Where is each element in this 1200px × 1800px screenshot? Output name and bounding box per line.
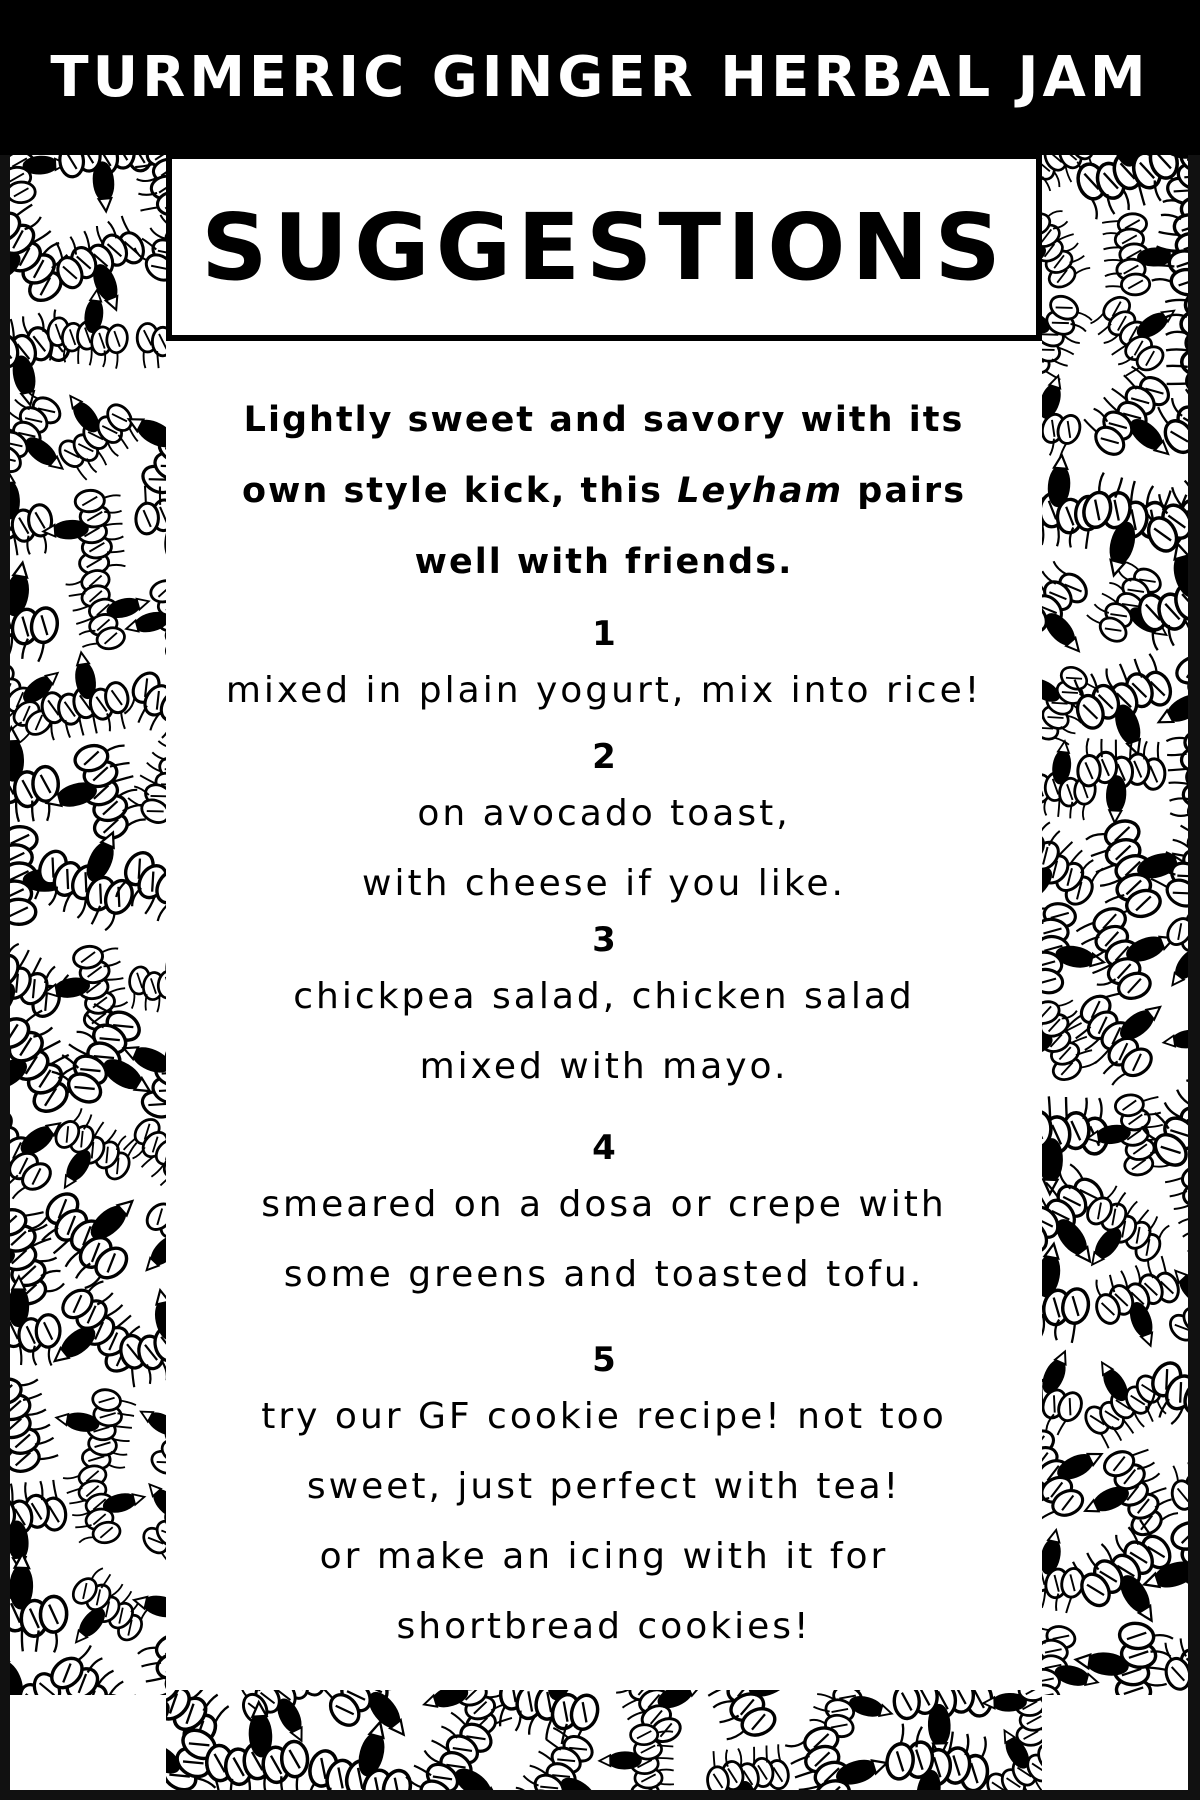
ginger-pattern-left-art: [10, 155, 166, 1695]
intro-line-3: well with friends.: [414, 542, 794, 582]
ginger-root-icon: [491, 1690, 612, 1751]
ginger-root-icon: [137, 290, 166, 368]
ginger-pattern-right: [1042, 155, 1188, 1695]
ginger-root-icon: [1158, 1620, 1188, 1695]
intro-line-2-start: own style kick, this: [241, 471, 678, 511]
frame-left: [0, 155, 10, 1800]
ginger-root-icon: [47, 213, 161, 325]
ginger-root-icon: [1082, 1090, 1170, 1182]
ginger-pattern-right-art: [1042, 155, 1188, 1695]
ginger-root-icon: [10, 468, 54, 559]
suggestion-number: 4: [592, 1128, 616, 1168]
ginger-pattern-bottom: [166, 1690, 1042, 1800]
jam-title: TURMERIC GINGER HERBAL JAM: [50, 45, 1150, 110]
ginger-root-icon: [120, 1381, 166, 1486]
suggestion-line: mixed in plain yogurt, mix into rice!: [225, 670, 983, 711]
ginger-root-icon: [57, 155, 156, 215]
intro-text: [186, 385, 1022, 598]
suggestion-item-2: [186, 735, 1022, 919]
ginger-root-icon: [35, 374, 145, 484]
suggestion-line: chickpea salad, chicken salad: [293, 976, 915, 1017]
suggestion-line: shortbread cookies!: [396, 1606, 812, 1647]
ginger-root-icon: [10, 1552, 69, 1653]
ginger-root-icon: [1163, 1151, 1188, 1258]
ginger-root-icon: [1087, 1254, 1188, 1359]
ginger-root-icon: [133, 485, 166, 573]
ginger-root-icon: [1075, 738, 1166, 825]
ginger-pattern-left: [10, 155, 166, 1695]
frame-right: [1188, 155, 1200, 1800]
ginger-root-icon: [10, 553, 67, 664]
page-heading: SUGGESTIONS: [201, 193, 1007, 301]
ginger-root-icon: [1042, 1521, 1093, 1616]
ginger-root-icon: [1165, 291, 1188, 395]
suggestion-line: smeared on a dosa or crepe with: [261, 1184, 947, 1225]
suggestion-line: on avocado toast,: [417, 793, 791, 834]
ginger-root-icon: [1042, 362, 1094, 462]
ginger-root-icon: [117, 574, 166, 672]
ginger-root-icon: [878, 1722, 993, 1800]
ginger-root-icon: [10, 1371, 60, 1485]
intro-line-1: Lightly sweet and savory with its: [243, 400, 965, 440]
ginger-root-icon: [105, 382, 166, 507]
ginger-root-icon: [10, 726, 60, 824]
ginger-root-icon: [117, 1460, 166, 1569]
suggestion-line: mixed with mayo.: [419, 1046, 789, 1087]
suggestion-number: 3: [592, 920, 616, 960]
intro-line-2: [186, 456, 1022, 527]
ginger-root-icon: [41, 488, 126, 577]
ginger-root-icon: [64, 559, 158, 656]
ginger-root-icon: [1042, 556, 1115, 678]
suggestion-line: sweet, just perfect with tea!: [306, 1466, 902, 1507]
ginger-root-icon: [1159, 997, 1188, 1085]
ginger-root-icon: [124, 735, 166, 843]
ginger-root-icon: [34, 1104, 142, 1211]
ginger-root-icon: [1042, 276, 1096, 385]
suggestion-line: try our GF cookie recipe! not too: [261, 1396, 947, 1437]
product-name: Leyham: [677, 471, 844, 511]
ginger-root-icon: [1042, 203, 1092, 305]
suggestion-number: 5: [592, 1340, 616, 1380]
suggestion-item-3: [186, 918, 1022, 1102]
heading-box: [166, 153, 1042, 341]
ginger-root-icon: [1166, 727, 1188, 825]
ginger-root-icon: [62, 1455, 153, 1549]
suggestion-item-1: [186, 612, 1022, 726]
frame-bottom: [0, 1790, 1200, 1800]
ginger-root-icon: [1084, 805, 1188, 926]
suggestion-item-4: [186, 1126, 1022, 1310]
ginger-root-icon: [401, 1708, 527, 1800]
suggestion-line: some greens and toasted tofu.: [283, 1254, 925, 1295]
ginger-root-icon: [49, 1382, 138, 1474]
suggestion-number: 2: [592, 737, 616, 777]
suggestion-item-5: [186, 1338, 1022, 1662]
ginger-root-icon: [609, 1690, 716, 1752]
intro-line-2-end: pairs: [843, 471, 967, 511]
ginger-root-icon: [126, 934, 166, 1018]
top-banner: [0, 0, 1200, 155]
suggestion-number: 1: [592, 614, 616, 654]
suggestion-line: or make an icing with it for: [319, 1536, 889, 1577]
ginger-pattern-bottom-art: [166, 1690, 1042, 1800]
suggestion-line: with cheese if you like.: [362, 863, 846, 904]
ginger-root-icon: [692, 1690, 815, 1747]
ginger-root-icon: [301, 1708, 425, 1800]
ginger-root-icon: [1042, 1095, 1109, 1196]
